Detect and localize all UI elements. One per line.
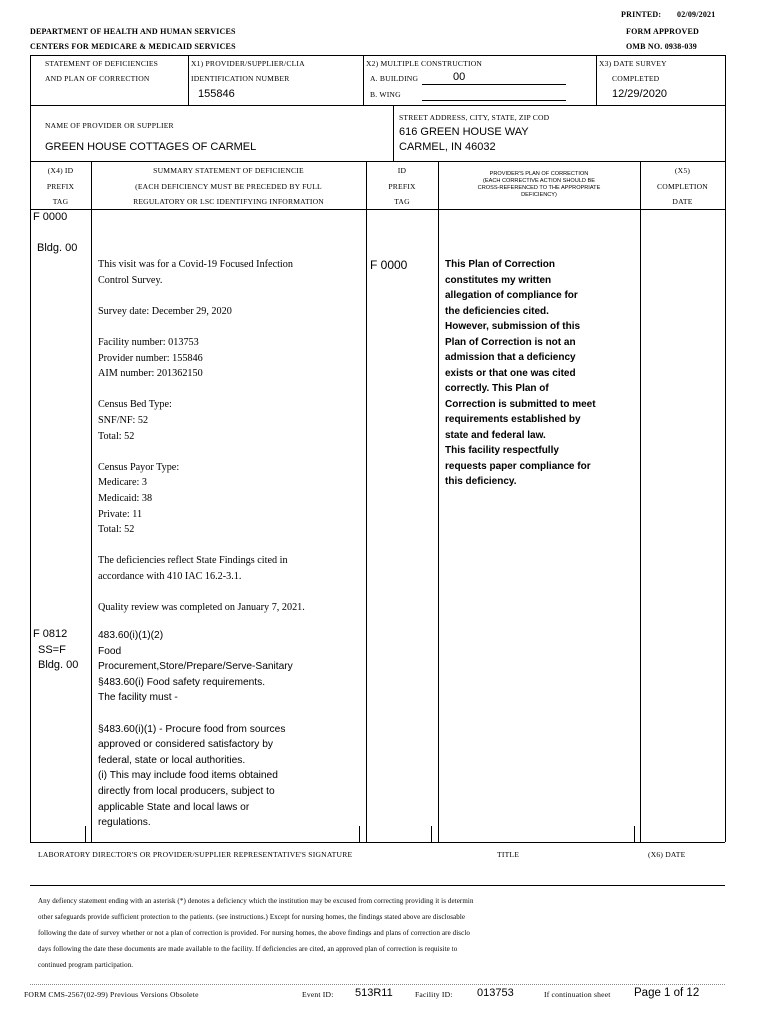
summary-header-title: SUMMARY STATEMENT OF DEFICIENCIE: [153, 166, 304, 175]
poc-header-line1: PROVIDER'S PLAN OF CORRECTION: [489, 171, 589, 177]
id-prefix-header: PREFIX: [388, 182, 416, 191]
multiple-construction-label: X2) MULTIPLE CONSTRUCTION: [366, 59, 483, 68]
poc-header-line2: (EACH CORRECTIVE ACTION SHOULD BE: [483, 178, 595, 184]
statement-label: STATEMENT OF DEFICIENCIES: [45, 59, 159, 68]
centers-name: CENTERS FOR MEDICARE & MEDICAID SERVICES: [30, 42, 236, 51]
footer-divider: [30, 984, 725, 985]
disclaimer-line1: Any defiency statement ending with an asterisk (*) denotes a deficiency which the institution may be excused from correcting providing it is determin: [38, 897, 474, 905]
ss-f: SS=F: [38, 644, 66, 656]
printed-label: PRINTED:: [621, 10, 662, 19]
date-survey-label: X3) DATE SURVEY: [599, 59, 667, 68]
x5-header: (X5): [674, 166, 691, 175]
signature-label: LABORATORY DIRECTOR'S OR PROVIDER/SUPPLIER REPRESENTATIVE'S SIGNATURE: [38, 850, 353, 859]
form-approved: FORM APPROVED: [626, 27, 700, 36]
bldg-00: Bldg. 00: [37, 242, 78, 254]
tag-f0000: F 0000: [33, 211, 68, 223]
disclaimer: [38, 893, 728, 973]
printed-date: 02/09/2021: [677, 10, 716, 19]
plan-of-correction-text: This Plan of Correction constitutes my written allegation of compliance for the deficiencies cited. However, submission of this Plan of Correction is not an admission that a deficiency exists or that one was cited correctly. This Plan of Correction is submitted to meet requirements established by state and federal law. This facility respectfully requests paper compliance for this deficiency.: [445, 259, 596, 487]
event-id-value: 513R11: [355, 987, 393, 999]
completion-header: COMPLETION: [657, 182, 708, 191]
wing-label: B. WING: [370, 90, 401, 99]
building-value: 00: [453, 71, 466, 83]
survey-date-value: 12/29/2020: [612, 88, 668, 100]
date-header: DATE: [672, 197, 693, 206]
poc-header-line3: CROSS-REFERENCED TO THE APPROPRIATE: [477, 185, 601, 191]
completed-label: COMPLETED: [612, 74, 660, 83]
plan-of-correction-label: AND PLAN OF CORRECTION: [45, 74, 150, 83]
disclaimer-line5: continued program participation.: [38, 961, 134, 969]
x6-date-label: (X6) DATE: [648, 850, 686, 859]
bldg-00-f0812: Bldg. 00: [38, 659, 79, 671]
x4-prefix-header: PREFIX: [46, 182, 75, 191]
identification-number-label: IDENTIFICATION NUMBER: [191, 74, 290, 83]
f0812-regulation-text: 483.60(i)(1)(2) Food Procurement,Store/Prepare/Serve-Sanitary §483.60(i) Food safety requirements. The facility must - §483.60(i)(1) - Procure food from sources approved or considered satisfactory by federal, state or local authorities. (i) This may include food items obtained directly from local producers, subject to applicable State and local laws or regulations.: [98, 630, 293, 829]
facility-id-value: 013753: [477, 987, 514, 999]
department-name: DEPARTMENT OF HEALTH AND HUMAN SERVICES: [30, 27, 236, 36]
summary-header-sub1: (EACH DEFICIENCY MUST BE PRECEDED BY FULL: [135, 182, 322, 191]
address-line1: 616 GREEN HOUSE WAY: [399, 126, 529, 138]
x4-tag-header: TAG: [52, 197, 69, 206]
disclaimer-line2: other safeguards provide sufficient protection to the patients. (see instructions.) Except for nursing homes, the findings stated above are disclosable: [38, 913, 466, 921]
id-tag-header: TAG: [394, 197, 410, 206]
address-line2: CARMEL, IN 46032: [399, 141, 496, 153]
provider-name-label: NAME OF PROVIDER OR SUPPLIER: [45, 121, 174, 130]
omb-number: OMB NO. 0938-039: [626, 42, 697, 51]
disclaimer-line4: days following the date these documents are made available to the facility. If deficiencies are cited, an approved plan of correction is requisite to: [38, 945, 458, 953]
event-id-label: Event ID:: [302, 990, 334, 999]
poc-header: [438, 171, 640, 199]
id-tag-f0000: F 0000: [370, 258, 408, 272]
provider-clia-label: X1) PROVIDER/SUPPLIER/CLIA: [191, 59, 305, 68]
facility-id-label: Facility ID:: [415, 990, 453, 999]
poc-header-line4: DEFICIENCY): [521, 192, 557, 198]
form-number: FORM CMS-2567(02-99) Previous Versions Obsolete: [24, 990, 199, 999]
building-label: A. BUILDING: [370, 74, 419, 83]
id-header: ID: [397, 166, 407, 175]
address-label: STREET ADDRESS, CITY, STATE, ZIP COD: [399, 113, 550, 122]
title-label: TITLE: [497, 850, 520, 859]
page-number: Page 1 of 12: [634, 987, 700, 999]
disclaimer-line3: following the date of survey whether or not a plan of correction is provided. For nursing homes, the above findings and plans of correction are disclo: [38, 929, 470, 937]
tag-f0812: F 0812: [33, 628, 68, 640]
summary-header-sub2: REGULATORY OR LSC IDENTIFYING INFORMATION: [133, 197, 324, 206]
continuation-label: If continuation sheet: [544, 990, 611, 999]
provider-name-value: GREEN HOUSE COTTAGES OF CARMEL: [45, 141, 257, 153]
provider-id-value: 155846: [198, 88, 235, 100]
x4-id-header: (X4) ID: [47, 166, 74, 175]
summary-statement-text: This visit was for a Covid-19 Focused Infection Control Survey. Survey date: December 29, 2020 Facility number: 013753 Provider number: 155846 AIM number: 201362150 Census Bed Type: SNF/NF: 52 Total: 52 Census Payor Type: Medicare: 3 Medicaid: 38 Private: 11 Total: 52 The deficiencies reflect State Findings cited in accordance with 410 IAC 16.2-3.1. Quality review was completed on January 7, 2021.: [98, 259, 305, 614]
